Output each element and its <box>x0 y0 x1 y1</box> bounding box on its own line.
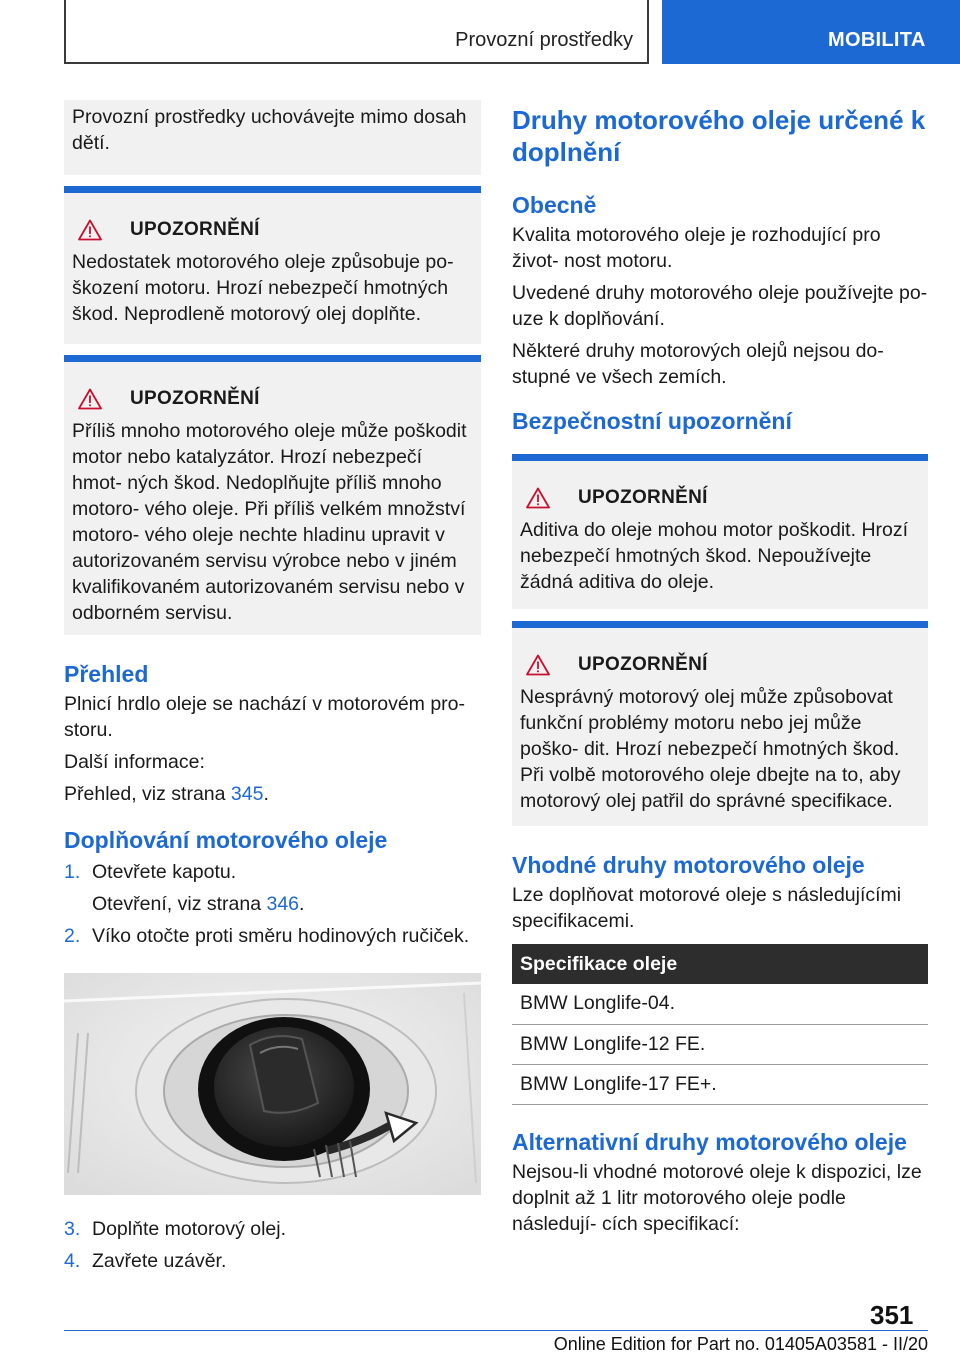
warning-text: Nedostatek motorového oleje způsobuje po- škození motoru. Hrozí nebezpečí hmotných škod. Neprodleně motorový olej doplňte. <box>72 251 454 325</box>
page-link-345[interactable]: 345 <box>230 783 264 805</box>
heading-safety: Bezpečnostní upozornění <box>512 408 792 434</box>
overview-text: Plnicí hrdlo oleje se nachází v motorovém pro- storu. <box>64 693 466 741</box>
warning-text: Nesprávný motorový olej může způsobovat funkční problémy motoru nebo jej může poško- dit. Hrozí nebezpečí hmotných škod. Při volbě motorového oleje dbejte na to, aby motorový olej patřil do správné specifikace. <box>520 686 901 812</box>
heading-suitable-oils: Vhodné druhy motorového oleje <box>512 852 865 878</box>
header-section-box <box>64 0 649 64</box>
child-safety-text: Provozní prostředky uchovávejte mimo dosah dětí. <box>72 106 467 154</box>
step-number: 3. <box>64 1218 81 1240</box>
step-number: 1. <box>64 861 81 883</box>
page-title: Druhy motorového oleje určené k doplnění <box>512 105 926 167</box>
step-text: Doplňte motorový olej. <box>92 1218 287 1240</box>
general-text-2: Uvedené druhy motorového oleje používejte po- uze k doplňování. <box>512 282 928 330</box>
heading-alternative-oils: Alternativní druhy motorového oleje <box>512 1128 907 1155</box>
refill-steps-list <box>64 859 481 1274</box>
step-number: 4. <box>64 1250 81 1272</box>
warning-title: UPOZORNĚNÍ <box>130 219 260 240</box>
step-page-reference: Otevření, viz strana 346. <box>92 893 305 915</box>
page-number: 351 <box>870 1300 914 1330</box>
step-item <box>64 859 481 885</box>
right-column <box>512 100 928 1243</box>
step-text: Víko otočte proti směru hodinových ručiček. <box>92 925 470 947</box>
warning-title: UPOZORNĚNÍ <box>578 487 708 508</box>
general-text-3: Některé druhy motorových olejů nejsou do- stupné ve všech zemích. <box>512 340 884 388</box>
warning-box-low-oil <box>64 186 481 344</box>
heading-refill-oil: Doplňování motorového oleje <box>64 827 388 853</box>
table-cell: BMW Longlife-12 FE. <box>512 1024 928 1064</box>
overview-page-reference: Přehled, viz strana 345. <box>64 783 269 805</box>
warning-box-too-much-oil <box>64 355 481 635</box>
header-chapter-label: MOBILITA <box>828 29 926 51</box>
warning-text: Příliš mnoho motorového oleje může poškodit motor nebo katalyzátor. Hrozí nebezpečí hmot- ných škod. Nedoplňujte příliš mnoho motoro- vého oleje. Při příliš velkém množství motoro- vého oleje nechte hladinu upravit v autorizovaném servisu výrobce nebo v jiném kvalifikovaném autorizovaném servisu nebo v odborném servisu. <box>72 420 467 624</box>
step-item <box>64 1216 481 1242</box>
warning-box-additives <box>512 454 928 609</box>
warning-text: Aditiva do oleje mohou motor poškodit. Hrozí nebezpečí hmotných škod. Nepoužívejte žádná aditiva do oleje. <box>520 519 909 593</box>
table-cell: BMW Longlife-04. <box>512 984 928 1024</box>
header-section-title: Provozní prostředky <box>455 29 633 51</box>
warning-title: UPOZORNĚNÍ <box>578 654 708 675</box>
table-row <box>512 1064 928 1104</box>
warning-triangle-icon <box>72 388 118 410</box>
warning-triangle-icon <box>72 219 118 241</box>
alternative-oils-text: Nejsou-li vhodné motorové oleje k dispozici, lze doplnit až 1 litr motorového oleje podle následují- cích specifikací: <box>512 1160 922 1235</box>
step-text: Otevřete kapotu. <box>92 861 237 883</box>
page-link-346[interactable]: 346 <box>266 893 300 915</box>
child-safety-note <box>64 100 481 175</box>
table-header: Specifikace oleje <box>512 944 928 984</box>
warning-triangle-icon <box>520 654 566 676</box>
table-cell: BMW Longlife-17 FE+. <box>512 1064 928 1104</box>
table-row <box>512 1024 928 1064</box>
step-number: 2. <box>64 925 81 947</box>
footer-edition: Online Edition for Part no. 01405A03581 - II/20 <box>553 1334 928 1354</box>
oil-cap-photo <box>64 973 481 1195</box>
warning-box-wrong-oil <box>512 621 928 826</box>
header-chapter-tab[interactable] <box>662 0 960 64</box>
left-column <box>64 100 481 1280</box>
warning-triangle-icon <box>520 487 566 509</box>
heading-general: Obecně <box>512 192 597 218</box>
general-text-1: Kvalita motorového oleje je rozhodující pro život- nost motoru. <box>512 224 881 272</box>
step-item <box>64 1248 481 1274</box>
step-item <box>64 923 481 949</box>
oil-spec-table <box>512 944 928 1105</box>
heading-overview: Přehled <box>64 661 149 687</box>
overview-more-info: Další informace: <box>64 751 205 773</box>
suitable-oils-text: Lze doplňovat motorové oleje s následujícími specifikacemi. <box>512 884 902 932</box>
warning-title: UPOZORNĚNÍ <box>130 388 260 409</box>
table-row <box>512 984 928 1024</box>
footer-divider <box>64 1330 928 1331</box>
step-text: Zavřete uzávěr. <box>92 1250 227 1272</box>
